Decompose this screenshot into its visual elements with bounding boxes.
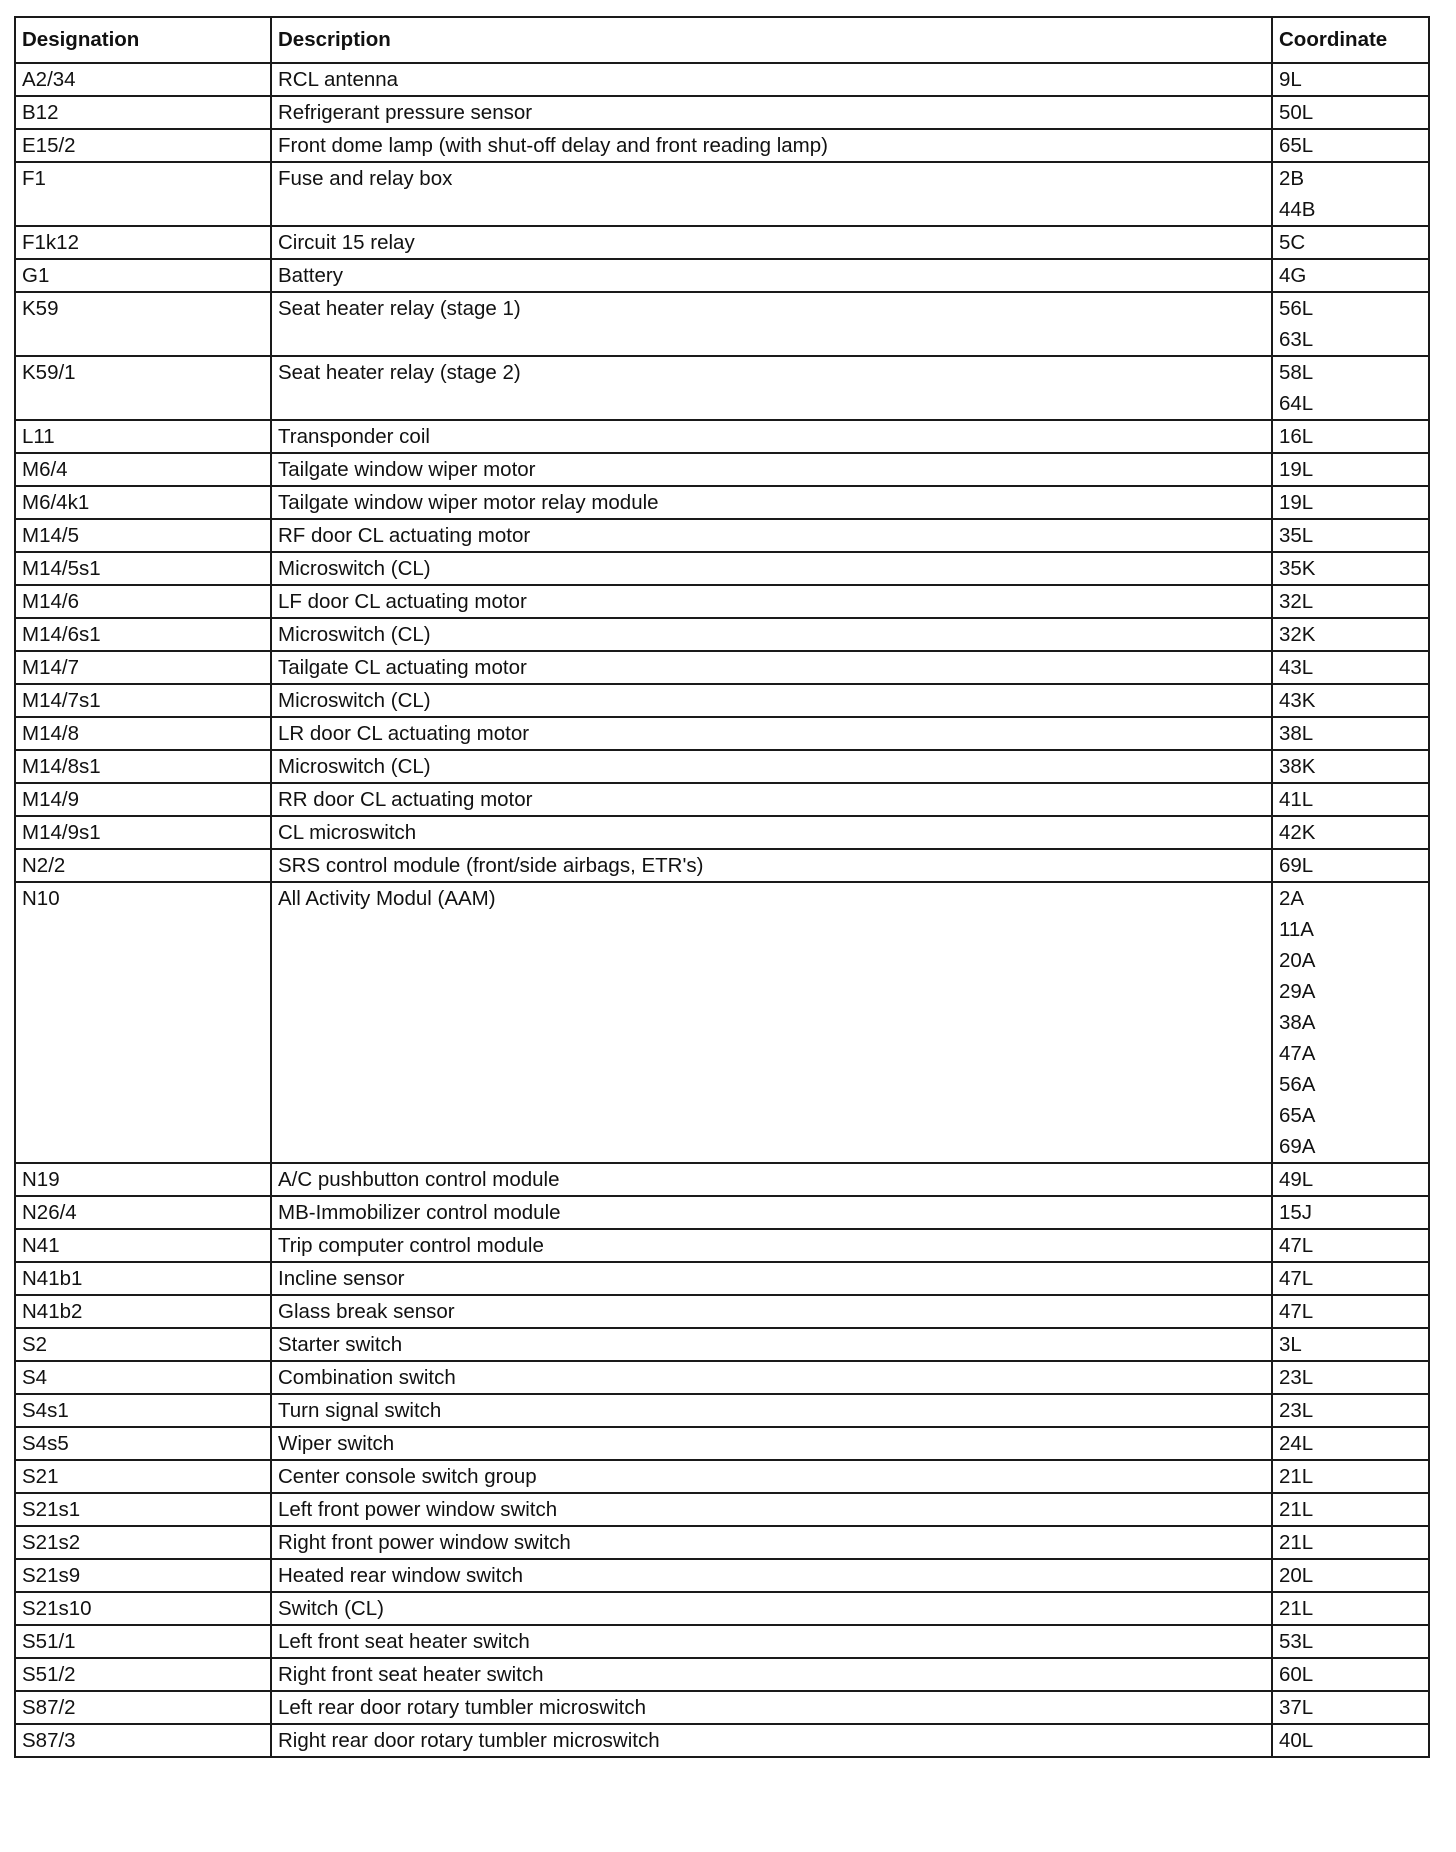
- coordinate-list: [1279, 850, 1422, 881]
- component-legend-sheet: [14, 16, 1428, 1758]
- coordinate-value: 38K: [1279, 755, 1316, 778]
- table-row: [15, 1394, 1429, 1427]
- coordinate-list: [1279, 1362, 1422, 1393]
- description-cell: Refrigerant pressure sensor: [271, 96, 1272, 129]
- coordinate-list: [1279, 520, 1422, 551]
- designation-cell: M14/9s1: [15, 816, 271, 849]
- coordinate-cell: [1272, 1592, 1429, 1625]
- coordinate-list: [1279, 652, 1422, 683]
- coordinate-list: [1279, 421, 1422, 452]
- table-row: [15, 849, 1429, 882]
- designation-cell: S87/3: [15, 1724, 271, 1757]
- table-row: [15, 356, 1429, 420]
- coordinate-value: 65L: [1279, 134, 1314, 157]
- coordinate-value: 40L: [1279, 1729, 1314, 1752]
- coordinate-cell: [1272, 552, 1429, 585]
- coordinate-cell: [1272, 292, 1429, 356]
- coordinate-cell: [1272, 1262, 1429, 1295]
- coordinate-cell: [1272, 816, 1429, 849]
- designation-cell: S21s2: [15, 1526, 271, 1559]
- table-row: [15, 1229, 1429, 1262]
- table-body: [15, 63, 1429, 1757]
- coordinate-value: 20A: [1279, 949, 1316, 972]
- coordinate-cell: [1272, 1427, 1429, 1460]
- coordinate-cell: [1272, 1361, 1429, 1394]
- designation-cell: G1: [15, 259, 271, 292]
- coordinate-value: 47L: [1279, 1300, 1314, 1323]
- coordinate-value: 43L: [1279, 656, 1314, 679]
- table-row: [15, 1427, 1429, 1460]
- coordinate-list: [1279, 357, 1422, 419]
- designation-cell: N41: [15, 1229, 271, 1262]
- coordinate-cell: [1272, 96, 1429, 129]
- coordinate-cell: [1272, 226, 1429, 259]
- coordinate-value: 65A: [1279, 1104, 1316, 1127]
- designation-cell: M14/8s1: [15, 750, 271, 783]
- description-cell: Microswitch (CL): [271, 552, 1272, 585]
- coordinate-value: 60L: [1279, 1663, 1314, 1686]
- description-cell: Incline sensor: [271, 1262, 1272, 1295]
- designation-cell: M6/4k1: [15, 486, 271, 519]
- coordinate-list: [1279, 619, 1422, 650]
- table-row: [15, 717, 1429, 750]
- coordinate-cell: [1272, 750, 1429, 783]
- description-cell: Circuit 15 relay: [271, 226, 1272, 259]
- table-row: [15, 519, 1429, 552]
- coordinate-cell: [1272, 1460, 1429, 1493]
- description-cell: Transponder coil: [271, 420, 1272, 453]
- designation-cell: N26/4: [15, 1196, 271, 1229]
- designation-cell: N41b2: [15, 1295, 271, 1328]
- table-row: [15, 1625, 1429, 1658]
- designation-cell: M14/5: [15, 519, 271, 552]
- designation-cell: S21: [15, 1460, 271, 1493]
- coordinate-list: [1279, 1692, 1422, 1723]
- coordinate-cell: [1272, 453, 1429, 486]
- coordinate-list: [1279, 1230, 1422, 1261]
- designation-cell: M14/9: [15, 783, 271, 816]
- coordinate-list: [1279, 718, 1422, 749]
- coordinate-value: 23L: [1279, 1399, 1314, 1422]
- table-header: [15, 17, 1429, 63]
- coordinate-cell: [1272, 651, 1429, 684]
- description-cell: MB-Immobilizer control module: [271, 1196, 1272, 1229]
- description-cell: Microswitch (CL): [271, 684, 1272, 717]
- coordinate-value: 9L: [1279, 68, 1302, 91]
- table-row: [15, 1691, 1429, 1724]
- table-row: [15, 684, 1429, 717]
- description-cell: Glass break sensor: [271, 1295, 1272, 1328]
- table-row: [15, 486, 1429, 519]
- table-row: [15, 585, 1429, 618]
- coordinate-cell: [1272, 1196, 1429, 1229]
- coordinate-value: 32L: [1279, 590, 1314, 613]
- table-row: [15, 63, 1429, 96]
- coordinate-list: [1279, 1494, 1422, 1525]
- description-cell: Right front power window switch: [271, 1526, 1272, 1559]
- description-cell: Combination switch: [271, 1361, 1272, 1394]
- coordinate-value: 2B: [1279, 167, 1305, 190]
- table-row: [15, 453, 1429, 486]
- coordinate-value: 47A: [1279, 1042, 1316, 1065]
- coordinate-list: [1279, 1428, 1422, 1459]
- coordinate-value: 38L: [1279, 722, 1314, 745]
- table-row: [15, 750, 1429, 783]
- coordinate-list: [1279, 1461, 1422, 1492]
- designation-cell: F1: [15, 162, 271, 226]
- coordinate-cell: [1272, 717, 1429, 750]
- coordinate-list: [1279, 586, 1422, 617]
- coordinate-value: 50L: [1279, 101, 1314, 124]
- description-cell: Left rear door rotary tumbler microswitch: [271, 1691, 1272, 1724]
- coordinate-value: 56L: [1279, 297, 1314, 320]
- coordinate-cell: [1272, 519, 1429, 552]
- coordinate-value: 24L: [1279, 1432, 1314, 1455]
- coordinate-cell: [1272, 1163, 1429, 1196]
- coordinate-value: 21L: [1279, 1465, 1314, 1488]
- component-legend-table: [14, 16, 1430, 1758]
- coordinate-cell: [1272, 882, 1429, 1163]
- description-cell: Trip computer control module: [271, 1229, 1272, 1262]
- designation-column-header: Designation: [15, 17, 271, 63]
- coordinate-value: 56A: [1279, 1073, 1316, 1096]
- description-cell: RF door CL actuating motor: [271, 519, 1272, 552]
- coordinate-value: 43K: [1279, 689, 1316, 712]
- coordinate-cell: [1272, 1691, 1429, 1724]
- coordinate-list: [1279, 1395, 1422, 1426]
- coordinate-list: [1279, 1626, 1422, 1657]
- designation-cell: S4: [15, 1361, 271, 1394]
- table-row: [15, 1262, 1429, 1295]
- coordinate-value: 21L: [1279, 1531, 1314, 1554]
- coordinate-list: [1279, 1560, 1422, 1591]
- table-row: [15, 162, 1429, 226]
- coordinate-cell: [1272, 1295, 1429, 1328]
- coordinate-value: 42K: [1279, 821, 1316, 844]
- designation-cell: M14/8: [15, 717, 271, 750]
- coordinate-value: 4G: [1279, 264, 1307, 287]
- designation-cell: M14/6: [15, 585, 271, 618]
- designation-cell: M14/5s1: [15, 552, 271, 585]
- coordinate-list: [1279, 1296, 1422, 1327]
- designation-cell: S21s1: [15, 1493, 271, 1526]
- coordinate-list: [1279, 1659, 1422, 1690]
- coordinate-cell: [1272, 1229, 1429, 1262]
- description-cell: Seat heater relay (stage 2): [271, 356, 1272, 420]
- description-cell: CL microswitch: [271, 816, 1272, 849]
- coordinate-value: 11A: [1279, 918, 1314, 941]
- coordinate-column-header: Coordinate: [1272, 17, 1429, 63]
- description-cell: LR door CL actuating motor: [271, 717, 1272, 750]
- designation-cell: S21s10: [15, 1592, 271, 1625]
- table-row: [15, 96, 1429, 129]
- coordinate-list: [1279, 1329, 1422, 1360]
- table-row: [15, 651, 1429, 684]
- coordinate-value: 69A: [1279, 1135, 1316, 1158]
- table-row: [15, 420, 1429, 453]
- table-row: [15, 1361, 1429, 1394]
- description-cell: Starter switch: [271, 1328, 1272, 1361]
- coordinate-value: 2A: [1279, 887, 1305, 910]
- coordinate-value: 16L: [1279, 425, 1314, 448]
- coordinate-value: 44B: [1279, 198, 1316, 221]
- coordinate-list: [1279, 1725, 1422, 1756]
- description-cell: Microswitch (CL): [271, 750, 1272, 783]
- table-row: [15, 1493, 1429, 1526]
- designation-cell: S21s9: [15, 1559, 271, 1592]
- coordinate-list: [1279, 293, 1422, 355]
- coordinate-value: 19L: [1279, 491, 1314, 514]
- description-cell: All Activity Modul (AAM): [271, 882, 1272, 1163]
- description-cell: Switch (CL): [271, 1592, 1272, 1625]
- designation-cell: M14/7: [15, 651, 271, 684]
- designation-cell: S51/2: [15, 1658, 271, 1691]
- coordinate-list: [1279, 260, 1422, 291]
- description-cell: RR door CL actuating motor: [271, 783, 1272, 816]
- designation-cell: S4s5: [15, 1427, 271, 1460]
- description-cell: Tailgate window wiper motor: [271, 453, 1272, 486]
- coordinate-value: 21L: [1279, 1597, 1314, 1620]
- coordinate-cell: [1272, 1328, 1429, 1361]
- description-column-header: Description: [271, 17, 1272, 63]
- coordinate-cell: [1272, 684, 1429, 717]
- coordinate-cell: [1272, 1526, 1429, 1559]
- header-row: [15, 17, 1429, 63]
- designation-cell: N19: [15, 1163, 271, 1196]
- coordinate-cell: [1272, 1625, 1429, 1658]
- coordinate-value: 23L: [1279, 1366, 1314, 1389]
- description-cell: RCL antenna: [271, 63, 1272, 96]
- table-row: [15, 783, 1429, 816]
- coordinate-value: 58L: [1279, 361, 1314, 384]
- coordinate-value: 32K: [1279, 623, 1316, 646]
- designation-cell: B12: [15, 96, 271, 129]
- coordinate-value: 5C: [1279, 231, 1306, 254]
- description-cell: Fuse and relay box: [271, 162, 1272, 226]
- coordinate-value: 21L: [1279, 1498, 1314, 1521]
- table-row: [15, 259, 1429, 292]
- coordinate-cell: [1272, 783, 1429, 816]
- designation-cell: S51/1: [15, 1625, 271, 1658]
- coordinate-cell: [1272, 162, 1429, 226]
- description-cell: Battery: [271, 259, 1272, 292]
- coordinate-list: [1279, 883, 1422, 1162]
- description-cell: Heated rear window switch: [271, 1559, 1272, 1592]
- coordinate-list: [1279, 64, 1422, 95]
- designation-cell: M14/7s1: [15, 684, 271, 717]
- designation-cell: K59/1: [15, 356, 271, 420]
- table-row: [15, 1526, 1429, 1559]
- coordinate-cell: [1272, 1658, 1429, 1691]
- designation-cell: S4s1: [15, 1394, 271, 1427]
- coordinate-list: [1279, 454, 1422, 485]
- coordinate-value: 37L: [1279, 1696, 1314, 1719]
- coordinate-cell: [1272, 849, 1429, 882]
- table-row: [15, 1295, 1429, 1328]
- coordinate-list: [1279, 163, 1422, 225]
- coordinate-value: 41L: [1279, 788, 1314, 811]
- coordinate-list: [1279, 97, 1422, 128]
- description-cell: SRS control module (front/side airbags, ETR's): [271, 849, 1272, 882]
- coordinate-cell: [1272, 1394, 1429, 1427]
- coordinate-cell: [1272, 420, 1429, 453]
- table-row: [15, 1196, 1429, 1229]
- coordinate-cell: [1272, 486, 1429, 519]
- designation-cell: N10: [15, 882, 271, 1163]
- coordinate-value: 47L: [1279, 1267, 1314, 1290]
- description-cell: Tailgate window wiper motor relay module: [271, 486, 1272, 519]
- designation-cell: F1k12: [15, 226, 271, 259]
- designation-cell: E15/2: [15, 129, 271, 162]
- table-row: [15, 882, 1429, 1163]
- coordinate-value: 69L: [1279, 854, 1314, 877]
- description-cell: LF door CL actuating motor: [271, 585, 1272, 618]
- coordinate-list: [1279, 685, 1422, 716]
- coordinate-list: [1279, 553, 1422, 584]
- table-row: [15, 1592, 1429, 1625]
- coordinate-cell: [1272, 1493, 1429, 1526]
- coordinate-list: [1279, 751, 1422, 782]
- table-row: [15, 1460, 1429, 1493]
- coordinate-value: 3L: [1279, 1333, 1302, 1356]
- coordinate-value: 64L: [1279, 392, 1314, 415]
- coordinate-list: [1279, 130, 1422, 161]
- coordinate-value: 35L: [1279, 524, 1314, 547]
- coordinate-cell: [1272, 356, 1429, 420]
- coordinate-value: 29A: [1279, 980, 1316, 1003]
- coordinate-list: [1279, 817, 1422, 848]
- table-row: [15, 552, 1429, 585]
- description-cell: Turn signal switch: [271, 1394, 1272, 1427]
- coordinate-cell: [1272, 618, 1429, 651]
- coordinate-cell: [1272, 1724, 1429, 1757]
- description-cell: Right front seat heater switch: [271, 1658, 1272, 1691]
- coordinate-list: [1279, 784, 1422, 815]
- table-row: [15, 129, 1429, 162]
- coordinate-list: [1279, 487, 1422, 518]
- description-cell: Front dome lamp (with shut-off delay and front reading lamp): [271, 129, 1272, 162]
- description-cell: Microswitch (CL): [271, 618, 1272, 651]
- designation-cell: N41b1: [15, 1262, 271, 1295]
- coordinate-value: 35K: [1279, 557, 1316, 580]
- designation-cell: S2: [15, 1328, 271, 1361]
- table-row: [15, 292, 1429, 356]
- coordinate-value: 47L: [1279, 1234, 1314, 1257]
- designation-cell: M14/6s1: [15, 618, 271, 651]
- description-cell: Left front power window switch: [271, 1493, 1272, 1526]
- coordinate-value: 20L: [1279, 1564, 1314, 1587]
- designation-cell: K59: [15, 292, 271, 356]
- table-row: [15, 226, 1429, 259]
- table-row: [15, 1724, 1429, 1757]
- table-row: [15, 1328, 1429, 1361]
- table-row: [15, 1559, 1429, 1592]
- coordinate-list: [1279, 1527, 1422, 1558]
- coordinate-value: 38A: [1279, 1011, 1316, 1034]
- coordinate-cell: [1272, 259, 1429, 292]
- coordinate-list: [1279, 227, 1422, 258]
- designation-cell: M6/4: [15, 453, 271, 486]
- coordinate-list: [1279, 1593, 1422, 1624]
- coordinate-cell: [1272, 585, 1429, 618]
- coordinate-list: [1279, 1197, 1422, 1228]
- description-cell: Left front seat heater switch: [271, 1625, 1272, 1658]
- designation-cell: N2/2: [15, 849, 271, 882]
- description-cell: Center console switch group: [271, 1460, 1272, 1493]
- table-row: [15, 1163, 1429, 1196]
- description-cell: Right rear door rotary tumbler microswitch: [271, 1724, 1272, 1757]
- description-cell: A/C pushbutton control module: [271, 1163, 1272, 1196]
- table-row: [15, 816, 1429, 849]
- coordinate-value: 19L: [1279, 458, 1314, 481]
- description-cell: Tailgate CL actuating motor: [271, 651, 1272, 684]
- designation-cell: L11: [15, 420, 271, 453]
- table-row: [15, 1658, 1429, 1691]
- description-cell: Wiper switch: [271, 1427, 1272, 1460]
- designation-cell: A2/34: [15, 63, 271, 96]
- description-cell: Seat heater relay (stage 1): [271, 292, 1272, 356]
- coordinate-list: [1279, 1164, 1422, 1195]
- coordinate-cell: [1272, 1559, 1429, 1592]
- coordinate-cell: [1272, 129, 1429, 162]
- coordinate-value: 53L: [1279, 1630, 1314, 1653]
- coordinate-value: 63L: [1279, 328, 1314, 351]
- coordinate-list: [1279, 1263, 1422, 1294]
- designation-cell: S87/2: [15, 1691, 271, 1724]
- coordinate-value: 49L: [1279, 1168, 1314, 1191]
- coordinate-value: 15J: [1279, 1201, 1313, 1224]
- coordinate-cell: [1272, 63, 1429, 96]
- table-row: [15, 618, 1429, 651]
